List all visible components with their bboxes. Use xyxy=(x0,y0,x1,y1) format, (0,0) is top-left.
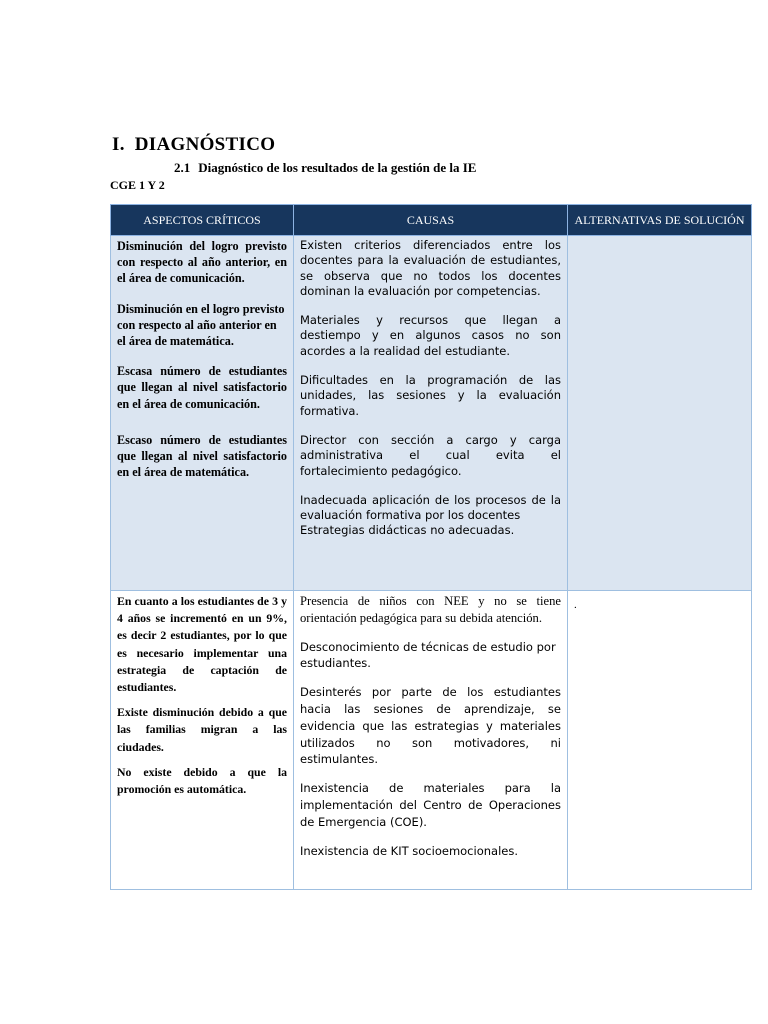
cause-item: Inexistencia de materiales para la implementación del Centro de Operaciones de Emergencia (COE). xyxy=(300,781,561,829)
aspects-cell xyxy=(111,591,294,890)
section-heading xyxy=(112,134,275,156)
cause-item: Presencia de niños con NEE y no se tiene orientación pedagógica para su debida atención. xyxy=(300,594,561,625)
section-number: I. xyxy=(112,134,125,155)
subsection-title: Diagnóstico de los resultados de la gestión de la IE xyxy=(198,160,477,175)
header-aspectos-criticos: ASPECTOS CRÍTICOS xyxy=(111,205,294,236)
subsection-number: 2.1 xyxy=(174,160,191,175)
subtitle-cge: CGE 1 Y 2 xyxy=(110,178,165,192)
aspect-item: Disminución del logro previsto con respecto al año anterior, en el área de comunicación. xyxy=(117,239,287,286)
table-row xyxy=(111,236,752,591)
causes-cell xyxy=(294,236,568,591)
table-row xyxy=(111,591,752,890)
aspect-item: Escaso número de estudiantes que llegan al nivel satisfactorio en el área de matemática. xyxy=(117,432,287,480)
aspects-cell xyxy=(111,236,294,591)
alternatives-text: . xyxy=(574,599,577,611)
cause-item: Estrategias didácticas no adecuadas. xyxy=(300,523,515,538)
alternatives-cell xyxy=(568,236,752,591)
cause-item: Dificultades en la programación de las unidades, las sesiones y la evaluación formativa. xyxy=(300,373,561,418)
alternatives-cell xyxy=(568,591,752,890)
diagnostic-table xyxy=(110,204,752,890)
header-alternativas: ALTERNATIVAS DE SOLUCIÓN xyxy=(568,205,752,236)
causes-cell xyxy=(294,591,568,890)
aspect-item: En cuanto a los estudiantes de 3 y 4 años se incrementó en un 9%, es decir 2 estudiantes, por lo que es necesario implementar una estrategia de captación de estudiantes. xyxy=(117,594,287,695)
aspect-item: No existe debido a que la promoción es automática. xyxy=(117,764,287,797)
cause-item: Existen criterios diferenciados entre los docentes para la evaluación de estudiantes, se observa que no todos los docentes dominan la evaluación por competencias. xyxy=(300,238,561,298)
table-header-row xyxy=(111,205,752,236)
subsection-heading xyxy=(174,160,476,176)
aspect-item: Disminución en el logro previsto con respecto al año anterior en el área de matemática. xyxy=(117,301,285,349)
aspect-item: Existe disminución debido a que las familias migran a las ciudades. xyxy=(117,705,287,754)
aspect-item: Escasa número de estudiantes que llegan al nivel satisfactorio en el área de comunicación. xyxy=(117,364,287,411)
cause-item: Director con sección a cargo y carga administrativa el cual evita el fortalecimiento pedagógico. xyxy=(300,432,561,478)
cause-item: Desinterés por parte de los estudiantes hacia las sesiones de aprendizaje, se evidencia que las estrategias y materiales utilizados no son motivadores, ni estimulantes. xyxy=(300,685,561,767)
section-title: DIAGNÓSTICO xyxy=(134,134,276,155)
cause-item: Inadecuada aplicación de los procesos de la evaluación formativa por los docentes xyxy=(300,492,561,523)
cause-item: Desconocimiento de técnicas de estudio por estudiantes. xyxy=(300,639,556,671)
cause-item: Materiales y recursos que llegan a destiempo y en algunos casos no son acordes a la realidad del estudiante. xyxy=(300,313,561,358)
cause-item: Inexistencia de KIT socioemocionales. xyxy=(300,843,518,858)
header-causas: CAUSAS xyxy=(294,205,568,236)
